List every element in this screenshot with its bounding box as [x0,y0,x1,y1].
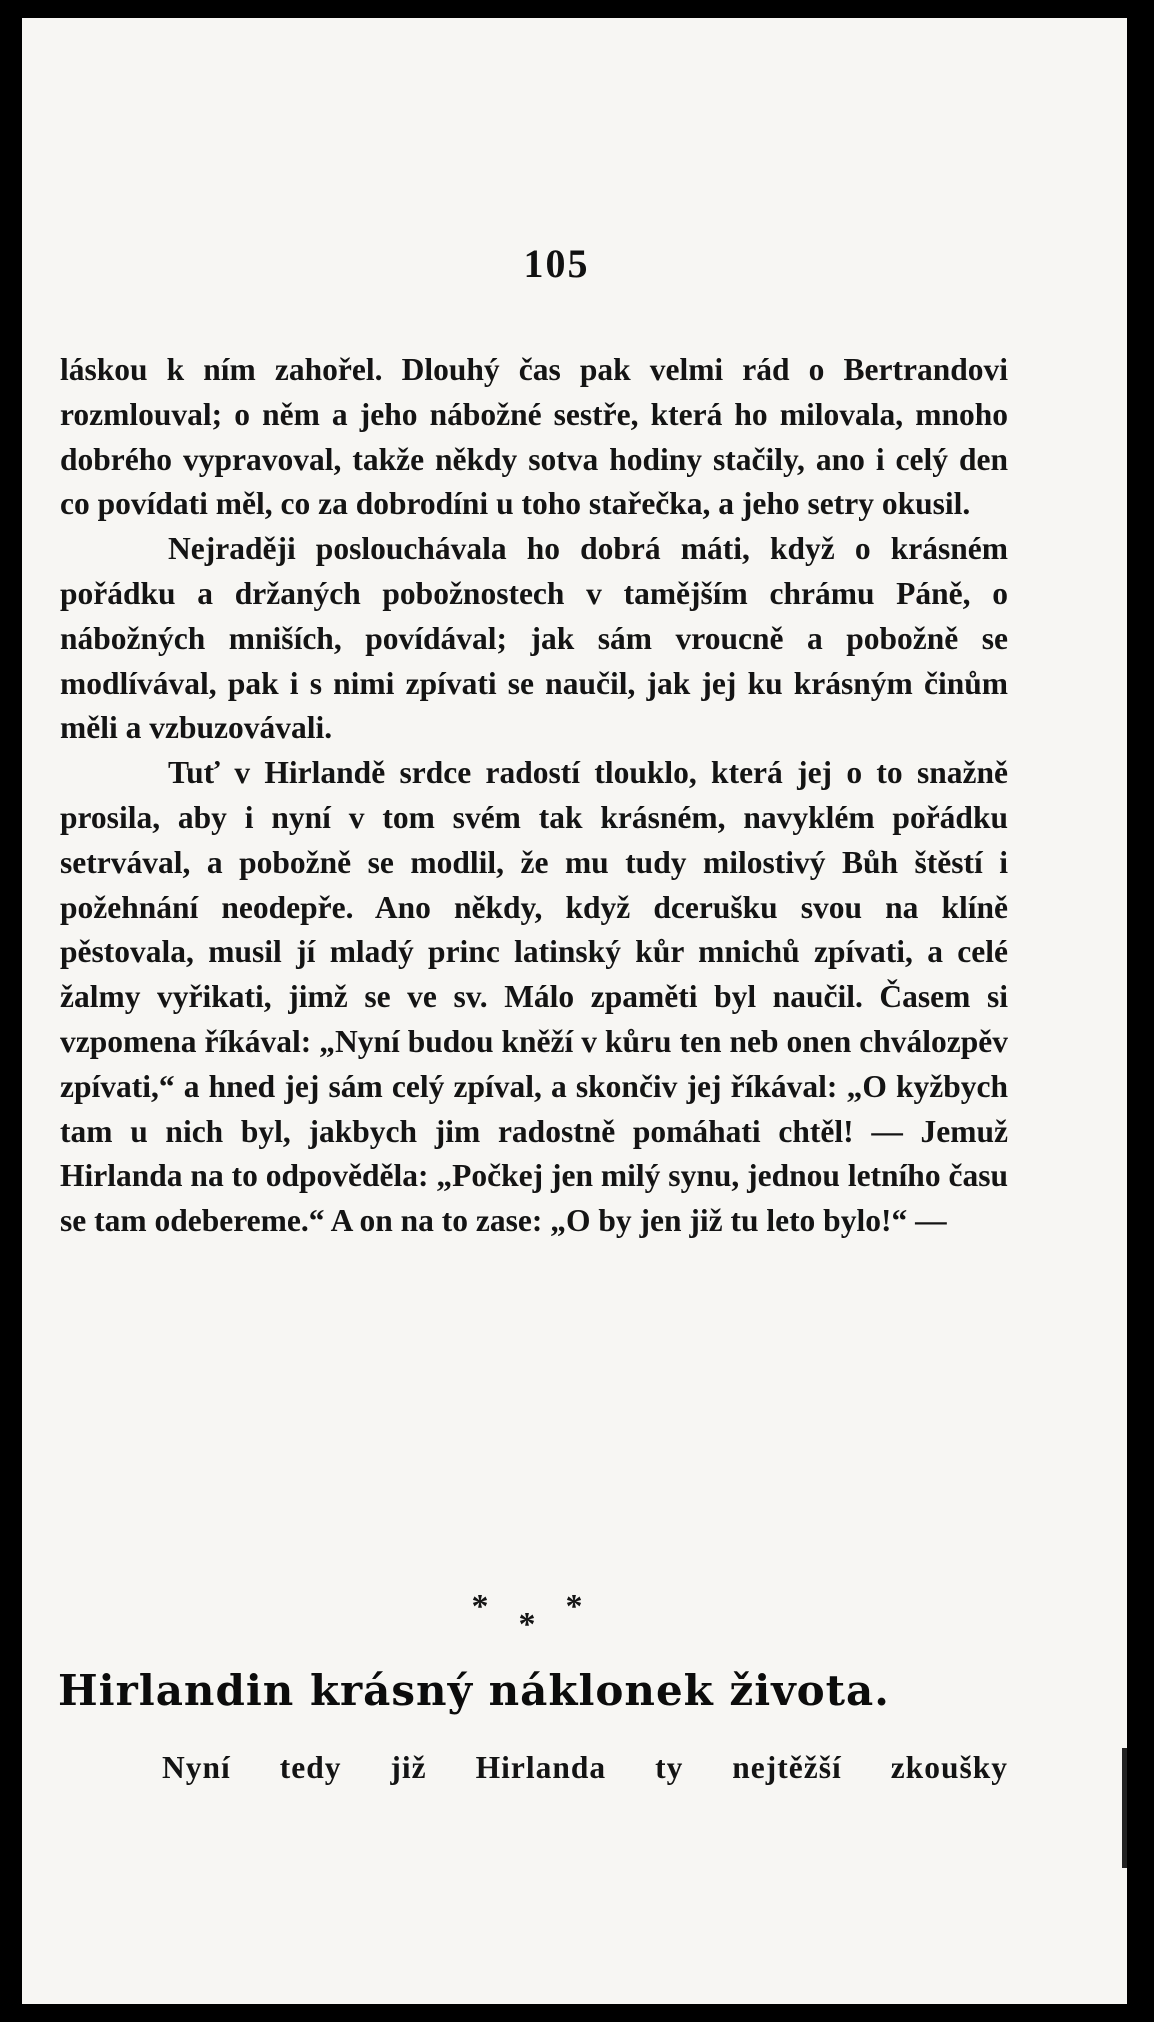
asterisk-middle: * [518,1606,566,1643]
body-text [60,348,1008,1244]
asterisk-left: * [471,1588,519,1625]
paragraph-3: Tuť v Hirlandě srdce radostí tlouklo, která jej o to snažně prosila, aby i nyní v tom svém tak krásném, navyklém pořádku setrvával, a pobožně se modlil, že mu tudy milostivý Bůh štěstí i požehnání neodepře. Ano někdy, když dcerušku svou na klíně pěstovala, musil jí mladý princ latinský kůr mnichů zpívati, a celé žalmy vyřikati, jimž se ve sv. Málo zpaměti byl naučil. Časem si vzpomena říkával: „Nyní budou kněží v kůru ten neb onen chválozpěv zpívati,“ a hned jej sám celý zpíval, a skončiv jej říkával: „O kyžbych tam u nich byl, jakbych jim radostně pomáhati chtěl! — Jemuž Hirlanda na to odpověděla: „Počkej jen milý synu, jednou letního času se tam odebereme.“ A on na to zase: „O by jen již tu leto bylo!“ — [60,755,1008,1239]
book-page [22,18,1127,2004]
paragraph-2: Nejraději poslouchávala ho dobrá máti, když o krásném pořádku a držaných pobožnostech v tamějším chrámu Páně, o nábožných mniších, povídával; jak sám vroucně a pobožně se modlívával, pak i s nimi zpívati se naučil, jak jej ku krásným činům měli a vzbuzovávali. [60,531,1008,746]
paragraph-1: láskou k ním zahořel. Dlouhý čas pak velmi rád o Bertrandovi rozmlouval; o něm a jeho nábožné sestře, která ho milovala, mnoho dobrého vypravoval, takže někdy sotva hodiny stačily, ano i celý den co povídati měl, co za dobrodíni u toho stařečka, a jeho setry okusil. [60,352,1008,522]
asterisk-right: * [565,1588,613,1625]
chapter-title: Hirlandin krásný náklonek života. [58,1666,890,1715]
page-number: 105 [523,241,590,286]
section-break-asterism [22,1588,1062,1643]
chapter-opening-line: Nyní tedy již Hirlanda ty nejtěžší zkoušky [162,1750,1008,1785]
page-edge-mark [1122,1748,1127,1868]
